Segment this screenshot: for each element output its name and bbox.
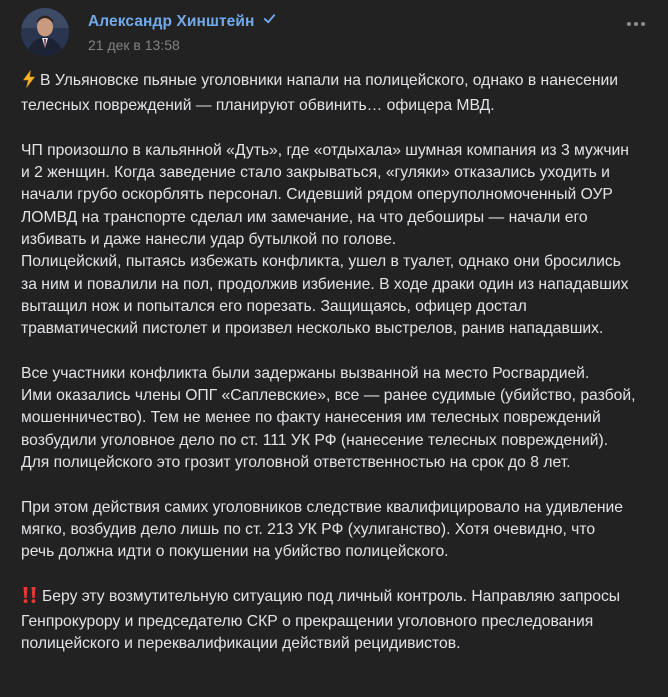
post-paragraph-3: Все участники конфликта были задержаны вызванной на место Росгвардией. Ими оказались члены ОПГ «Саплевские», все — ранее судимые (убийство, разбой, мошенничество). Тем не менее по факту нанесения им телесных повреждений возбудили уголовное дело по ст. 111 УК РФ (нанесение телесных повреждений). Для полицейского это грозит уголовной ответственностью на срок до 8 лет. [21, 364, 636, 472]
post-date-link[interactable]: 21 дек в 13:58 [88, 37, 180, 53]
author-name-link[interactable]: Александр Хинштейн [88, 13, 255, 30]
more-dot [641, 22, 645, 26]
post-paragraph-1-text: В Ульяновске пьяные уголовники напали на полицейского, однако в нанесении телесных повреждений — планируют обвинить… офицера МВД. [21, 72, 619, 115]
more-options-button[interactable] [624, 18, 648, 30]
avatar-image [21, 8, 69, 56]
author-line [88, 13, 277, 31]
post-paragraph-5 [21, 586, 661, 656]
post-text [21, 70, 661, 656]
double-exclamation-emoji-icon [21, 586, 39, 611]
post-header [21, 8, 668, 58]
post-paragraph-2: ЧП произошло в кальянной «Дуть», где «отдыхала» шумная компания из 3 мужчин и 2 женщин. Когда заведение стало закрываться, «гуляки» отказались уходить и начали грубо оскорблять персонал. Сидевший рядом оперуполномоченный ОУР ЛОМВД на транспорте сделал им замечание, на что дебоширы — начали его избивать и даже нанесли удар бутылкой по голове. Полицейский, пытаясь избежать конфликта, ушел в туалет, однако они бросились за ним и повалили на пол, продолжив избиение. В ходе драки один из нападавших вытащил нож и попытался его порезать. Защищаясь, офицер достал травматический пистолет и произвел несколько выстрелов, ранив нападавших. [21, 141, 629, 338]
verified-check-icon [262, 11, 277, 31]
more-dot [634, 22, 638, 26]
lightning-emoji-icon [21, 70, 37, 95]
more-horizontal-icon [627, 22, 631, 26]
post-paragraph-5-text: Беру эту возмутительную ситуацию под личный контроль. Направляю запросы Генпрокурору и председателю СКР о прекращении уголовного преследования полицейского и переквалификации действий рецидивистов. [21, 587, 621, 653]
author-avatar[interactable] [21, 8, 69, 56]
post-paragraph-4: При этом действия самих уголовников следствие квалифицировало на удивление мягко, возбудив дело лишь по ст. 213 УК РФ (хулиганство). Хотя очевидно, что речь должна идти о покушении на убийство полицейского. [21, 498, 624, 561]
post-paragraph-1 [21, 70, 661, 118]
